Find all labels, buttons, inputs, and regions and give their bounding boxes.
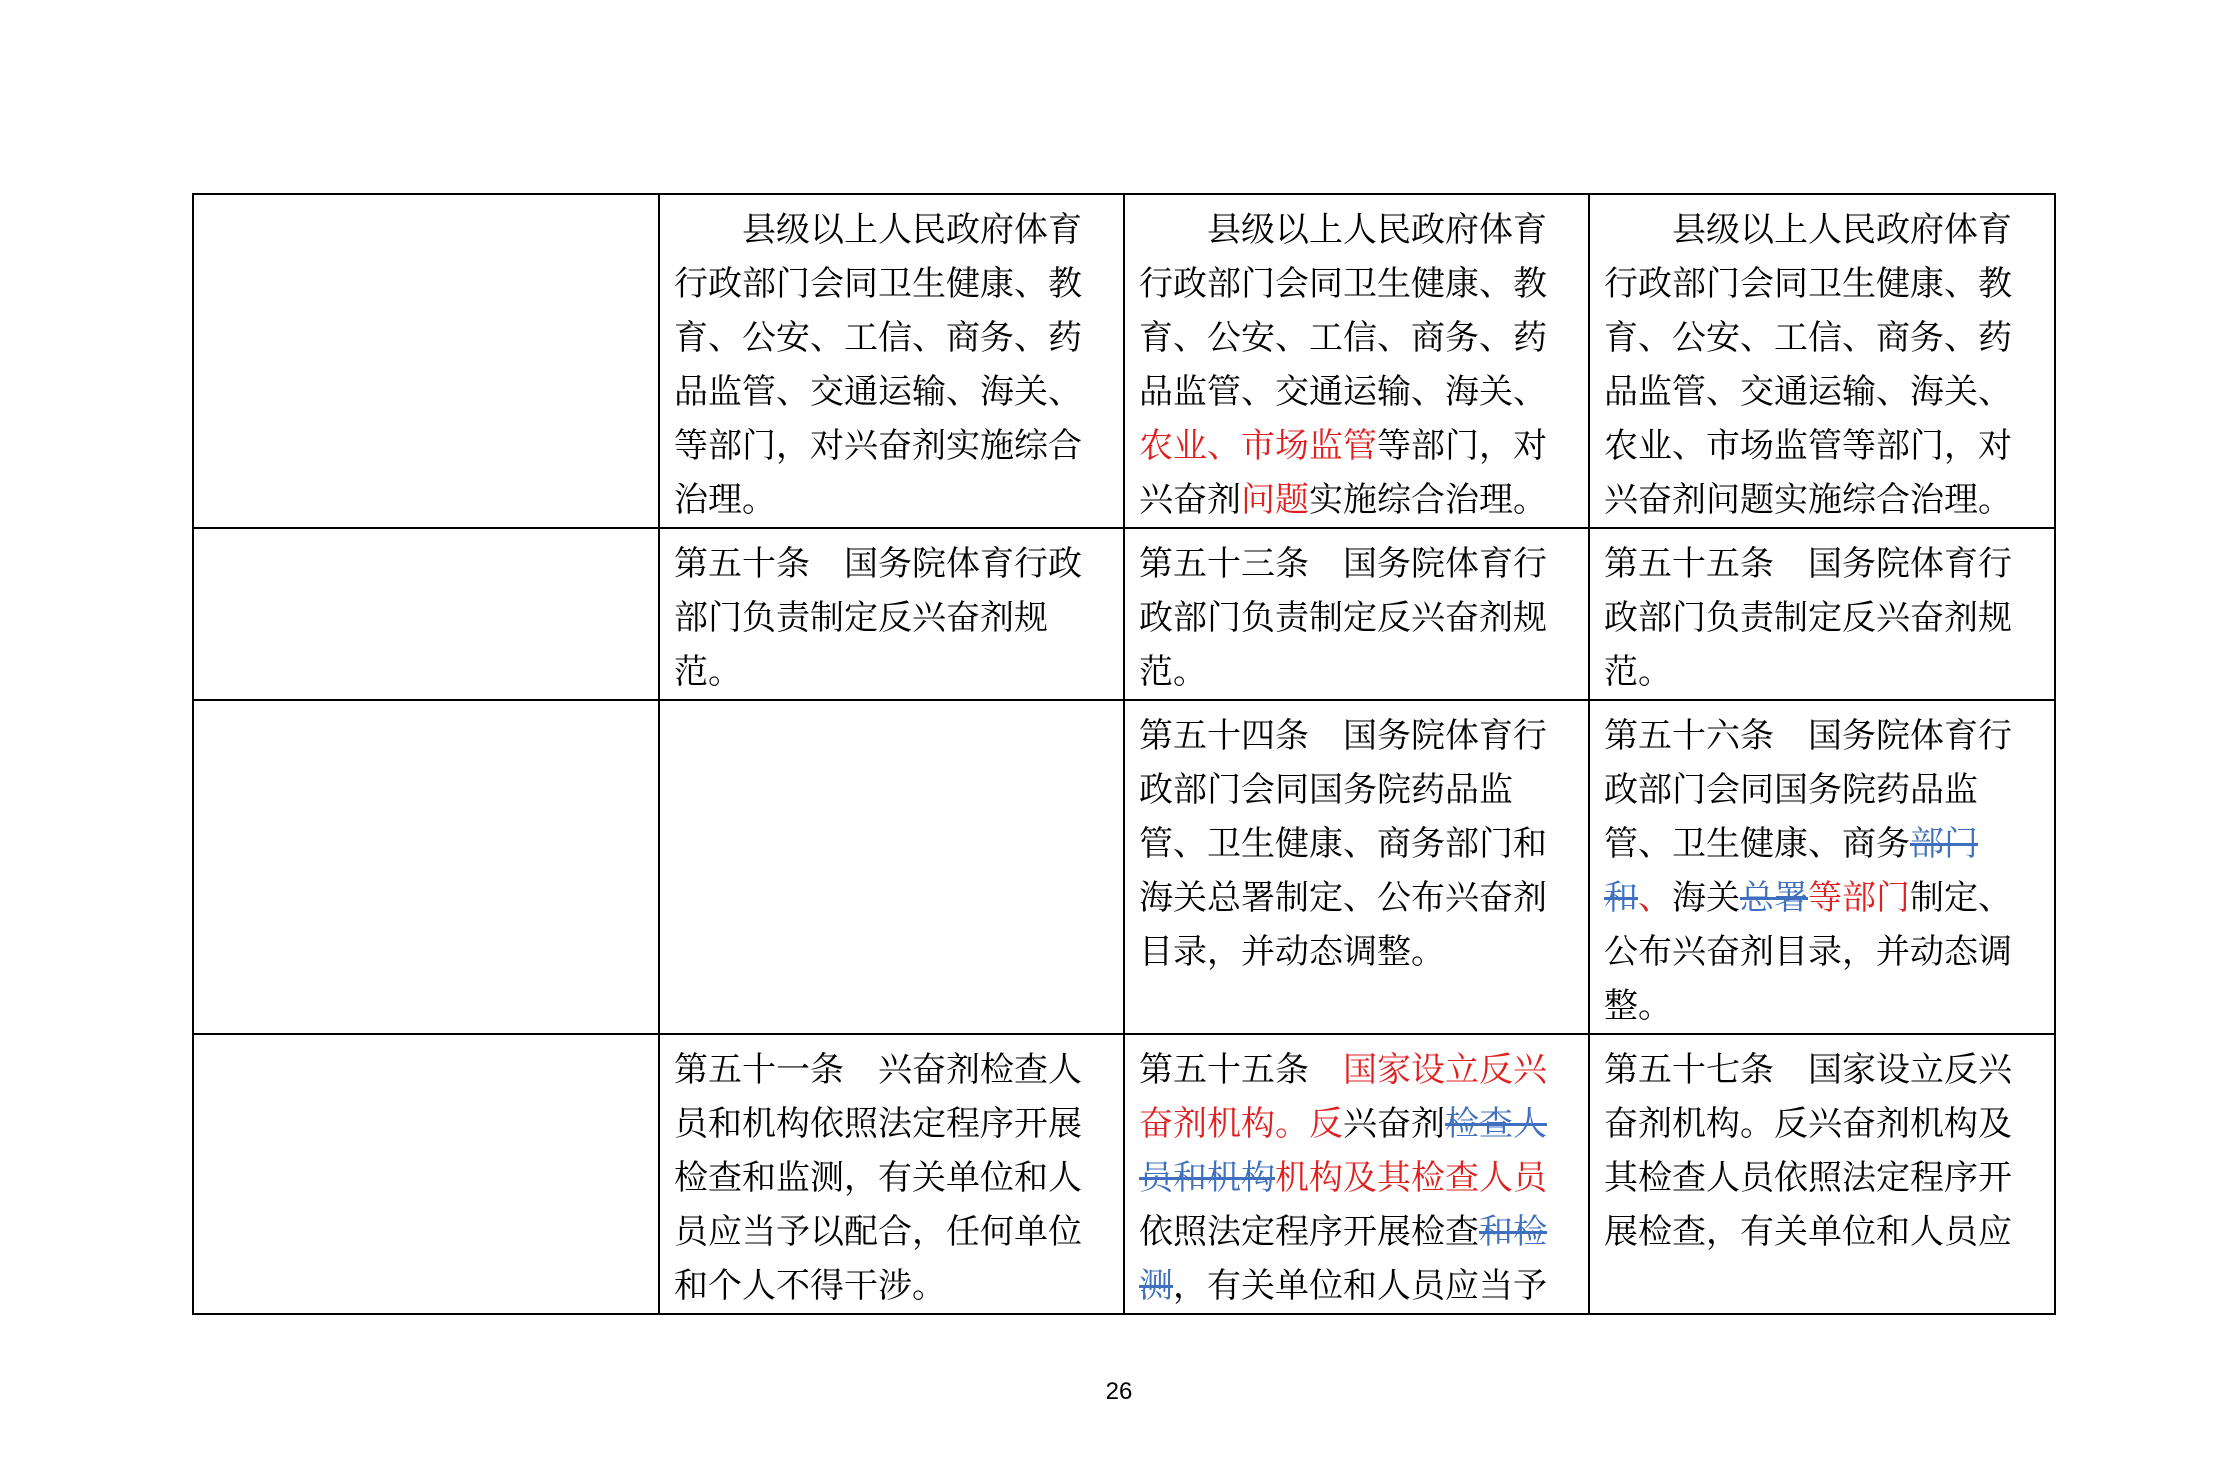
row1-col-d-cell: 县级以上人民政府体育行政部门会同卫生健康、教育、公安、工信、商务、药品监管、交通运输、海关、农业、市场监管等部门，对兴奋剂问题实施综合治理。	[1589, 194, 2055, 528]
text-segment: 等部门，对兴奋剂	[1139, 426, 1547, 520]
text-segment: ，有关单位和人员应当予	[1173, 1266, 1547, 1306]
row3-col-b-cell	[659, 700, 1124, 1034]
deleted-text: 部门和	[1604, 824, 1978, 918]
table-row	[193, 528, 2055, 700]
row3-col-c-cell: 第五十四条 国务院体育行政部门会同国务院药品监管、卫生健康、商务部门和海关总署制定、公布兴奋剂目录，并动态调整。	[1124, 700, 1589, 1034]
row4-col-a-cell	[193, 1034, 659, 1314]
row3-col-a-cell	[193, 700, 659, 1034]
text-segment: 第五十五条	[1139, 1050, 1343, 1090]
table-row	[193, 1034, 2055, 1314]
row1-col-b-cell: 县级以上人民政府体育行政部门会同卫生健康、教育、公安、工信、商务、药品监管、交通运输、海关、等部门，对兴奋剂实施综合治理。	[659, 194, 1124, 528]
text-segment: 海关	[1672, 878, 1740, 918]
row3-col-d-cell	[1589, 700, 2055, 1034]
deleted-text: 总署	[1740, 878, 1808, 918]
text-segment: 第五十六条 国务院体育行政部门会同国务院药品监管、卫生健康、商务	[1604, 716, 2012, 864]
table-row	[193, 194, 2055, 528]
row4-col-b-cell: 第五十一条 兴奋剂检查人员和机构依照法定程序开展检查和监测，有关单位和人员应当予以配合，任何单位和个人不得干涉。	[659, 1034, 1124, 1314]
row1-col-a-cell	[193, 194, 659, 528]
row4-col-c-cell	[1124, 1034, 1589, 1314]
text-segment: 依照法定程序开展检查	[1139, 1212, 1479, 1252]
row2-col-d-cell: 第五十五条 国务院体育行政部门负责制定反兴奋剂规范。	[1589, 528, 2055, 700]
inserted-text: 、	[1638, 878, 1672, 918]
deleted-text: 检查人员和机构	[1139, 1104, 1547, 1198]
comparison-table	[192, 193, 2056, 1315]
row2-col-a-cell	[193, 528, 659, 700]
row2-col-c-cell: 第五十三条 国务院体育行政部门负责制定反兴奋剂规范。	[1124, 528, 1589, 700]
inserted-text: 等部门	[1808, 878, 1910, 918]
inserted-text: 农业、市场监管	[1139, 426, 1377, 466]
inserted-text: 国家设立反兴奋剂机构。反	[1139, 1050, 1547, 1144]
inserted-text: 机构及其检查人员	[1275, 1158, 1547, 1198]
table-row	[193, 700, 2055, 1034]
page-number: 26	[1105, 1378, 1133, 1405]
text-segment: 实施综合治理。	[1309, 480, 1547, 520]
row2-col-b-cell: 第五十条 国务院体育行政部门负责制定反兴奋剂规范。	[659, 528, 1124, 700]
deleted-text: 和检测	[1139, 1212, 1547, 1306]
text-segment: 县级以上人民政府体育行政部门会同卫生健康、教育、公安、工信、商务、药品监管、交通运输、海关、	[1139, 210, 1547, 412]
inserted-text: 问题	[1241, 480, 1309, 520]
row4-col-d-cell: 第五十七条 国家设立反兴奋剂机构。反兴奋剂机构及其检查人员依照法定程序开展检查，有关单位和人员应	[1589, 1034, 2055, 1314]
text-segment: 制定、公布兴奋剂目录，并动态调整。	[1604, 878, 2012, 1026]
row1-col-c-cell	[1124, 194, 1589, 528]
text-segment: 兴奋剂	[1343, 1104, 1445, 1144]
